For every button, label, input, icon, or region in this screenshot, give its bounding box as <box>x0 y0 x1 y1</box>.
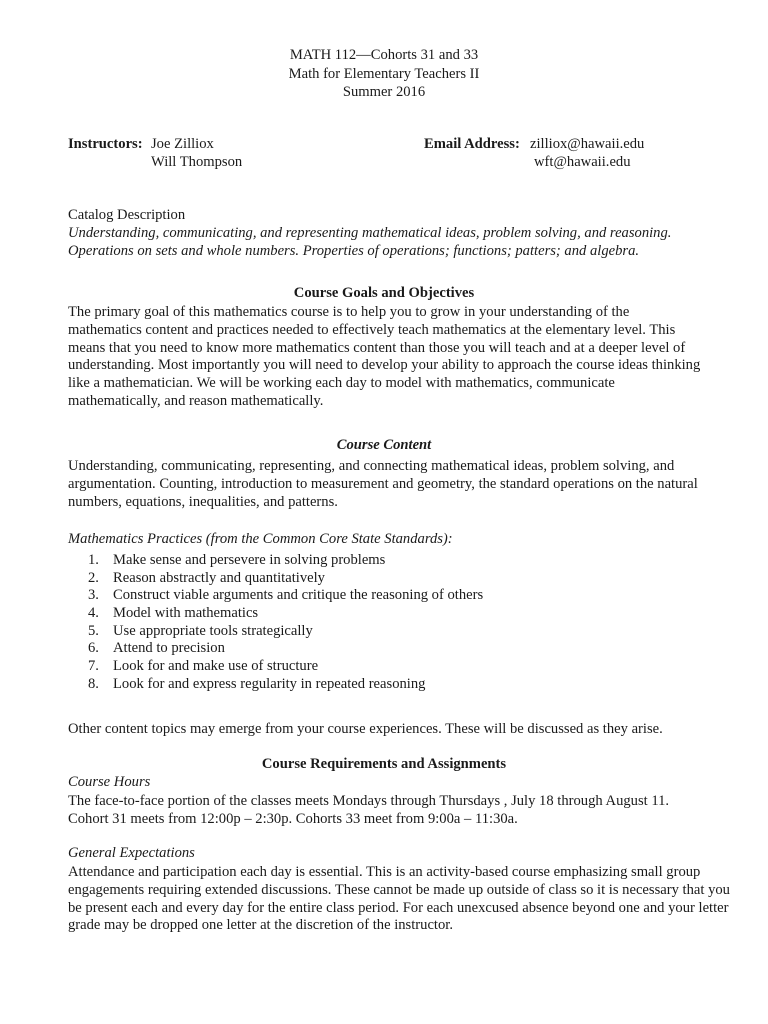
instructors-label: Instructors: <box>68 136 143 152</box>
hours-heading: Course Hours <box>68 774 151 790</box>
content-heading: Course Content <box>336 437 432 453</box>
practices-list <box>68 552 483 694</box>
list-item: 1. Make sense and persevere in solving problems <box>88 552 386 568</box>
expectations-heading: General Expectations <box>68 845 195 861</box>
other-topics-text: Other content topics may emerge from your course experiences. These will be discussed as they arise. <box>68 721 663 737</box>
list-item: 5. Use appropriate tools strategically <box>88 622 313 639</box>
instructor-name: Will Thompson <box>151 153 243 170</box>
list-item: 8. Look for and express regularity in repeated reasoning <box>88 675 426 692</box>
list-item: 6. Attend to precision <box>88 640 225 657</box>
content-text: Understanding, communicating, representing, and connecting mathematical ideas, problem solving, and argumentation. Counting, introduction to measurement and geometry, the standard operations on the natural numbers, equations, inequalities, and patterns. <box>68 458 698 510</box>
course-subtitle: Math for Elementary Teachers II <box>288 65 480 82</box>
course-title: MATH 112—Cohorts 31 and 33 <box>289 47 479 63</box>
instructor-email: zilliox@hawaii.edu <box>530 136 645 152</box>
instructor-names <box>151 136 242 172</box>
expectations-text: Attendance and participation each day is essential. This is an activity-based course emphasizing small group engagements requiring extended discussions. These cannot be made up outside of class so it is necessary that you be present each and every day for the entire class period. For each unexcused absence beyond one and your letter grade may be dropped one letter at the discretion of the instructor. <box>68 864 730 934</box>
hours-text: The face-to-face portion of the classes meets Mondays through Thursdays , July 18 through August 11. Cohort 31 meets from 12:00p – 2:30p. Cohorts 33 meet from 9:00a – 11:30a. <box>68 793 670 827</box>
catalog-text: Understanding, communicating, and representing mathematical ideas, problem solving, and reasoning. Operations on sets and whole numbers. Properties of operations; functions; patters; and algebra. <box>68 225 672 259</box>
course-term: Summer 2016 <box>342 84 426 100</box>
instructor-name: Joe Zilliox <box>151 136 214 152</box>
list-item: 3. Construct viable arguments and critique the reasoning of others <box>88 587 484 604</box>
email-label: Email Address: <box>424 136 520 152</box>
list-item: 7. Look for and make use of structure <box>88 658 319 675</box>
list-item: 2. Reason abstractly and quantitatively <box>88 569 325 586</box>
practices-heading: Mathematics Practices (from the Common Core State Standards): <box>68 531 453 547</box>
goals-heading: Course Goals and Objectives <box>293 285 475 301</box>
goals-text: The primary goal of this mathematics course is to help you to grow in your understanding of the mathematics content and practices needed to effectively teach mathematics at the elementary level. This means that you need to know more mathematics content than those you will teach and at a deeper level of understanding. Most importantly you will need to develop your ability to approach the course ideas thinking like a mathematician. We will be working each day to model with mathematics, communicate mathematically, and reason mathematically. <box>68 304 701 409</box>
list-item: 4. Model with mathematics <box>88 605 259 622</box>
document-header <box>0 46 768 102</box>
instructor-email: wft@hawaii.edu <box>534 153 631 170</box>
requirements-heading: Course Requirements and Assignments <box>261 756 507 772</box>
instructor-emails <box>530 136 644 172</box>
catalog-heading: Catalog Description <box>68 207 186 223</box>
